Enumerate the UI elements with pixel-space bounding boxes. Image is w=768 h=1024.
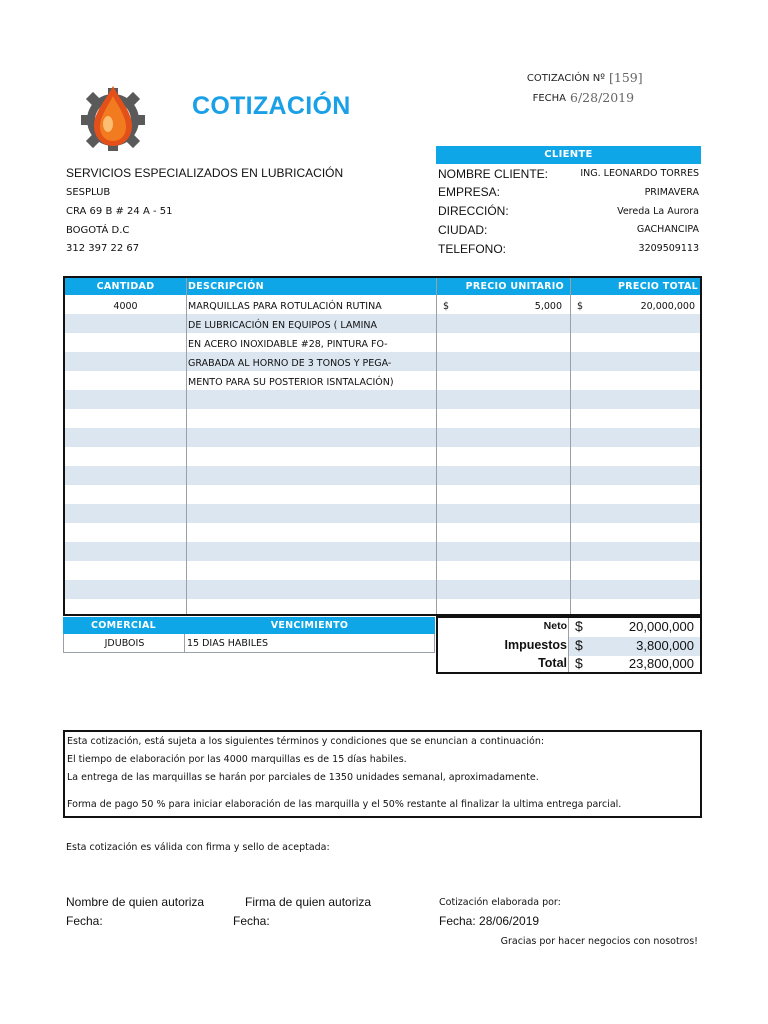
authorizer-date-label: Fecha: <box>66 914 103 928</box>
table-row-stripe <box>65 390 700 409</box>
item-description-line: MENTO PARA SU POSTERIOR ISNTALACIÓN) <box>188 377 394 388</box>
authorizer-signature-label: Firma de quien autoriza <box>245 895 372 909</box>
item-description-line: DE LUBRICACIÓN EN EQUIPOS ( LAMINA <box>188 320 377 331</box>
quantity-header: CANTIDAD <box>96 281 155 292</box>
quote-number-label: COTIZACIÓN Nº <box>526 73 605 84</box>
date-label: FECHA <box>532 93 566 104</box>
total-price-header: PRECIO TOTAL <box>618 281 698 292</box>
unit-price-currency: $ <box>443 301 450 312</box>
client-city-label: CIUDAD: <box>438 223 488 237</box>
company-address: CRA 69 B # 24 A - 51 <box>66 206 173 217</box>
net-value: 20,000,000 <box>628 619 694 634</box>
due-value: 15 DIAS HABILES <box>187 638 269 649</box>
column-divider <box>186 278 187 614</box>
prepared-by-label: Cotización elaborada por: <box>439 897 561 908</box>
thanks-note: Gracias por hacer negocios con nosotros! <box>500 936 698 947</box>
prepared-date: Fecha: 28/06/2019 <box>439 914 540 928</box>
company-short-name: SESPLUB <box>66 187 111 198</box>
description-header: DESCRIPCIÓN <box>188 281 264 292</box>
client-name-label: NOMBRE CLIENTE: <box>438 167 549 181</box>
validity-note: Esta cotización es válida con firma y sello de aceptada: <box>66 842 330 853</box>
client-city-value: GACHANCIPA <box>636 224 699 235</box>
column-divider <box>570 278 571 614</box>
item-description-line: MARQUILLAS PARA ROTULACIÓN RUTINA <box>188 301 382 312</box>
client-company-label: EMPRESA: <box>438 185 501 199</box>
totals-box <box>436 616 702 674</box>
commercial-header-bar <box>63 617 435 634</box>
table-row-stripe <box>65 542 700 561</box>
net-currency: $ <box>575 618 583 634</box>
total-price-currency: $ <box>577 301 584 312</box>
gear-oil-drop-icon <box>78 82 148 152</box>
table-row-stripe <box>65 580 700 599</box>
document-title: COTIZACIÓN <box>192 92 351 120</box>
items-table <box>63 276 702 616</box>
items-table-header <box>65 278 700 295</box>
client-phone-value: 3209509113 <box>638 243 699 254</box>
column-divider <box>184 634 185 652</box>
unit-price-value: 5,000 <box>534 301 562 312</box>
terms-line: Forma de pago 50 % para iniciar elaboración de las marquilla y el 50% restante al finalizar la ultima entrega parcial. <box>67 799 622 810</box>
table-row-stripe <box>65 504 700 523</box>
item-quantity: 4000 <box>113 301 138 312</box>
quote-number: [159] <box>609 70 643 85</box>
terms-line: Esta cotización, está sujeta a los siguientes términos y condiciones que se enuncian a continuación: <box>67 736 545 747</box>
client-section-header: CLIENTE <box>436 146 701 164</box>
table-row-stripe <box>65 466 700 485</box>
company-phone: 312 397 22 67 <box>66 243 140 254</box>
tax-currency: $ <box>575 637 583 653</box>
due-header: VENCIMIENTO <box>270 620 349 631</box>
item-description-line: EN ACERO INOXIDABLE #28, PINTURA FO- <box>188 339 388 350</box>
company-name: SERVICIOS ESPECIALIZADOS EN LUBRICACIÓN <box>66 166 344 180</box>
client-address-label: DIRECCIÓN: <box>438 204 509 218</box>
table-row-stripe <box>65 428 700 447</box>
column-divider <box>436 278 437 614</box>
client-name-value: ING. LEONARDO TORRES <box>580 168 699 179</box>
column-divider <box>568 618 569 672</box>
item-description-line: GRABADA AL HORNO DE 3 TONOS Y PEGA- <box>188 358 392 369</box>
signature-date-label: Fecha: <box>233 914 270 928</box>
total-value: 23,800,000 <box>628 656 694 671</box>
total-currency: $ <box>575 655 583 671</box>
terms-line: El tiempo de elaboración por las 4000 marquillas es de 15 días habiles. <box>67 754 407 765</box>
terms-box <box>63 730 702 818</box>
total-label: Total <box>538 656 567 670</box>
authorizer-name-label: Nombre de quien autoriza <box>66 895 205 909</box>
tax-value: 3,800,000 <box>636 638 694 653</box>
client-company-value: PRIMAVERA <box>644 187 699 198</box>
commercial-value: JDUBOIS <box>104 638 145 649</box>
unit-price-header: PRECIO UNITARIO <box>465 281 564 292</box>
company-city: BOGOTÁ D.C <box>66 225 130 236</box>
tax-label: Impuestos <box>504 638 567 652</box>
terms-line: La entrega de las marquillas se harán por parciales de 1350 unidades semanal, aproximadamente. <box>67 772 539 783</box>
net-label: Neto <box>543 620 567 632</box>
table-row-stripe <box>65 314 700 333</box>
commercial-header: COMERCIAL <box>91 620 156 631</box>
client-address-value: Vereda La Aurora <box>617 206 699 217</box>
commercial-row <box>63 634 435 653</box>
client-phone-label: TELEFONO: <box>438 242 507 256</box>
total-price-value: 20,000,000 <box>640 301 695 312</box>
quote-date: 6/28/2019 <box>570 90 635 105</box>
